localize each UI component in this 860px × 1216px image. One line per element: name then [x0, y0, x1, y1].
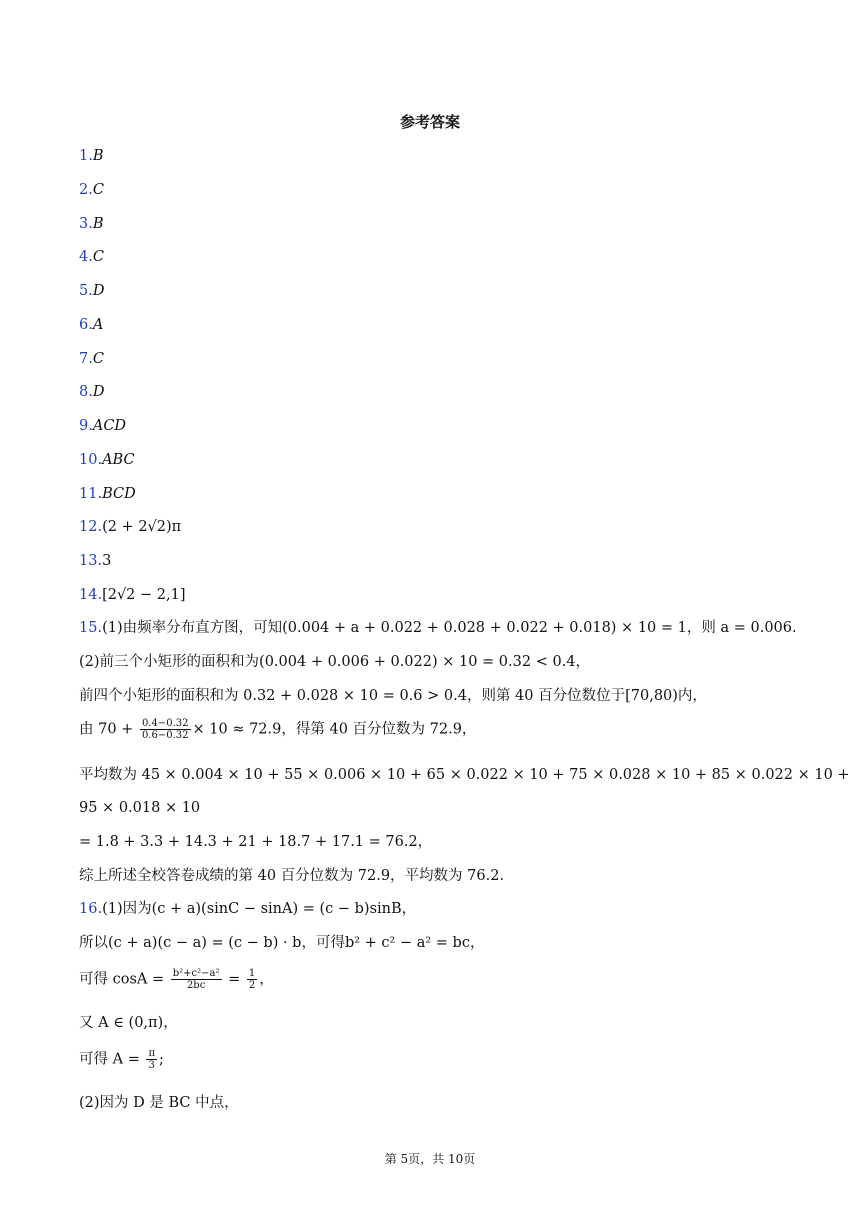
answer-number: 2.: [79, 182, 93, 198]
answer-text: ABC: [102, 452, 135, 468]
answer-line-7: [79, 348, 104, 370]
q15-line-7: [79, 831, 432, 853]
answer-text: C: [92, 249, 104, 265]
q16-line-4: [79, 1012, 178, 1034]
solution-text: (1)因为(c + a)(sinC − sinA) = (c − b)sinB，: [102, 901, 417, 917]
answer-number: 10.: [79, 452, 103, 468]
answer-line-4: [79, 246, 104, 268]
answer-line-2: [79, 179, 104, 201]
fraction-denominator: 3: [148, 1060, 155, 1071]
answer-text: [2√2 − 2,1]: [102, 587, 186, 603]
answer-line-10: [79, 449, 135, 471]
fraction: [247, 968, 257, 991]
q16-line-1: [79, 898, 416, 920]
answer-number: 13.: [79, 553, 103, 569]
solution-text: 可得 A =: [79, 1051, 145, 1068]
page-footer: 第 5页，共 10页: [384, 1152, 476, 1166]
fraction-denominator: 2: [248, 980, 256, 991]
page-title: 参考答案: [399, 113, 460, 131]
solution-text: (1)由频率分布直方图，可知(0.004 + a + 0.022 + 0.028 + 0.022 + 0.018) × 10 = 1，则 a = 0.006.: [102, 620, 797, 636]
answer-line-1: [79, 145, 104, 167]
fraction-numerator: 0.4−0.32: [141, 718, 189, 729]
answer-text: (2 + 2√2)π: [102, 519, 182, 535]
answer-number: 7.: [79, 351, 93, 367]
answer-line-6: [79, 314, 103, 336]
answer-number: 12.: [79, 519, 103, 535]
fraction-numerator: b²+c²−a²: [172, 968, 220, 979]
solution-text: 平均数为 45 × 0.004 × 10 + 55 × 0.006 × 10 + 65 × 0.022 × 10 + 75 × 0.028 × 10 + 85 × 0.022 × 10 +: [79, 767, 850, 783]
answer-line-11: [79, 483, 136, 505]
fraction-numerator: π: [148, 1048, 156, 1059]
q15-line-4: [79, 718, 476, 741]
solution-text: 95 × 0.018 × 10: [79, 800, 201, 816]
q16-line-5: [79, 1048, 164, 1071]
answer-number: 5.: [79, 283, 93, 299]
fraction: [140, 718, 191, 741]
solution-text: = 1.8 + 3.3 + 14.3 + 21 + 18.7 + 17.1 = 76.2，: [79, 834, 433, 850]
answer-number: 1.: [79, 148, 93, 164]
answer-number: 16.: [79, 901, 103, 917]
q15-line-2: [79, 651, 590, 673]
answer-text: BCD: [102, 486, 136, 502]
q16-line-3: [79, 968, 274, 991]
solution-text: 综上所述全校答卷成绩的第 40 百分位数为 72.9，平均数为 76.2.: [79, 868, 505, 884]
answer-number: 3.: [79, 216, 93, 232]
answer-line-14: [79, 584, 186, 606]
answer-text: C: [92, 351, 104, 367]
answer-text: A: [92, 317, 104, 333]
answer-number: 15.: [79, 620, 103, 636]
q15-line-6: [79, 797, 200, 819]
answer-text: D: [92, 384, 105, 400]
solution-text: =: [223, 971, 245, 988]
q15-line-1: [79, 617, 797, 639]
fraction-numerator: 1: [248, 968, 256, 979]
answer-number: 8.: [79, 384, 93, 400]
answer-text: B: [92, 148, 104, 164]
answer-line-8: [79, 381, 104, 403]
answer-text: 3: [102, 553, 112, 569]
answer-line-5: [79, 280, 104, 302]
solution-text: (2)因为 D 是 BC 中点，: [79, 1095, 239, 1111]
answer-line-3: [79, 213, 104, 235]
fraction: [171, 968, 222, 991]
solution-text: × 10 ≈ 72.9，得第 40 百分位数为 72.9，: [192, 721, 477, 738]
answer-line-13: [79, 550, 111, 572]
solution-text: 前四个小矩形的面积和为 0.32 + 0.028 × 10 = 0.6 > 0.4，则第 40 百分位数位于[70,80)内，: [79, 688, 707, 704]
solution-text: ;: [159, 1051, 164, 1068]
answer-line-12: [79, 516, 181, 538]
answer-number: 6.: [79, 317, 93, 333]
answer-text: ACD: [92, 418, 127, 434]
answer-number: 14.: [79, 587, 103, 603]
fraction: [146, 1048, 157, 1071]
q15-line-3: [79, 685, 707, 707]
fraction-denominator: 0.6−0.32: [141, 730, 189, 741]
answer-number: 9.: [79, 418, 93, 434]
answer-number: 11.: [79, 486, 103, 502]
answer-number: 4.: [79, 249, 93, 265]
q15-line-8: [79, 865, 504, 887]
answer-text: B: [92, 216, 104, 232]
solution-text: 又 A ∈ (0,π)，: [79, 1015, 178, 1031]
solution-text: 由 70 +: [79, 721, 138, 738]
solution-text: ，: [259, 971, 274, 988]
answer-text: C: [92, 182, 104, 198]
q16-line-2: [79, 932, 484, 954]
solution-text: (2)前三个小矩形的面积和为(0.004 + 0.006 + 0.022) × 10 = 0.32 < 0.4，: [79, 654, 591, 670]
answer-line-9: [79, 415, 126, 437]
answer-text: D: [92, 283, 105, 299]
q16-line-6: [79, 1092, 239, 1114]
q15-line-5: [79, 764, 850, 786]
fraction-denominator: 2bc: [186, 980, 206, 991]
solution-text: 可得 cosA =: [79, 971, 169, 988]
solution-text: 所以(c + a)(c − a) = (c − b) · b，可得b² + c² − a² = bc，: [79, 935, 485, 951]
